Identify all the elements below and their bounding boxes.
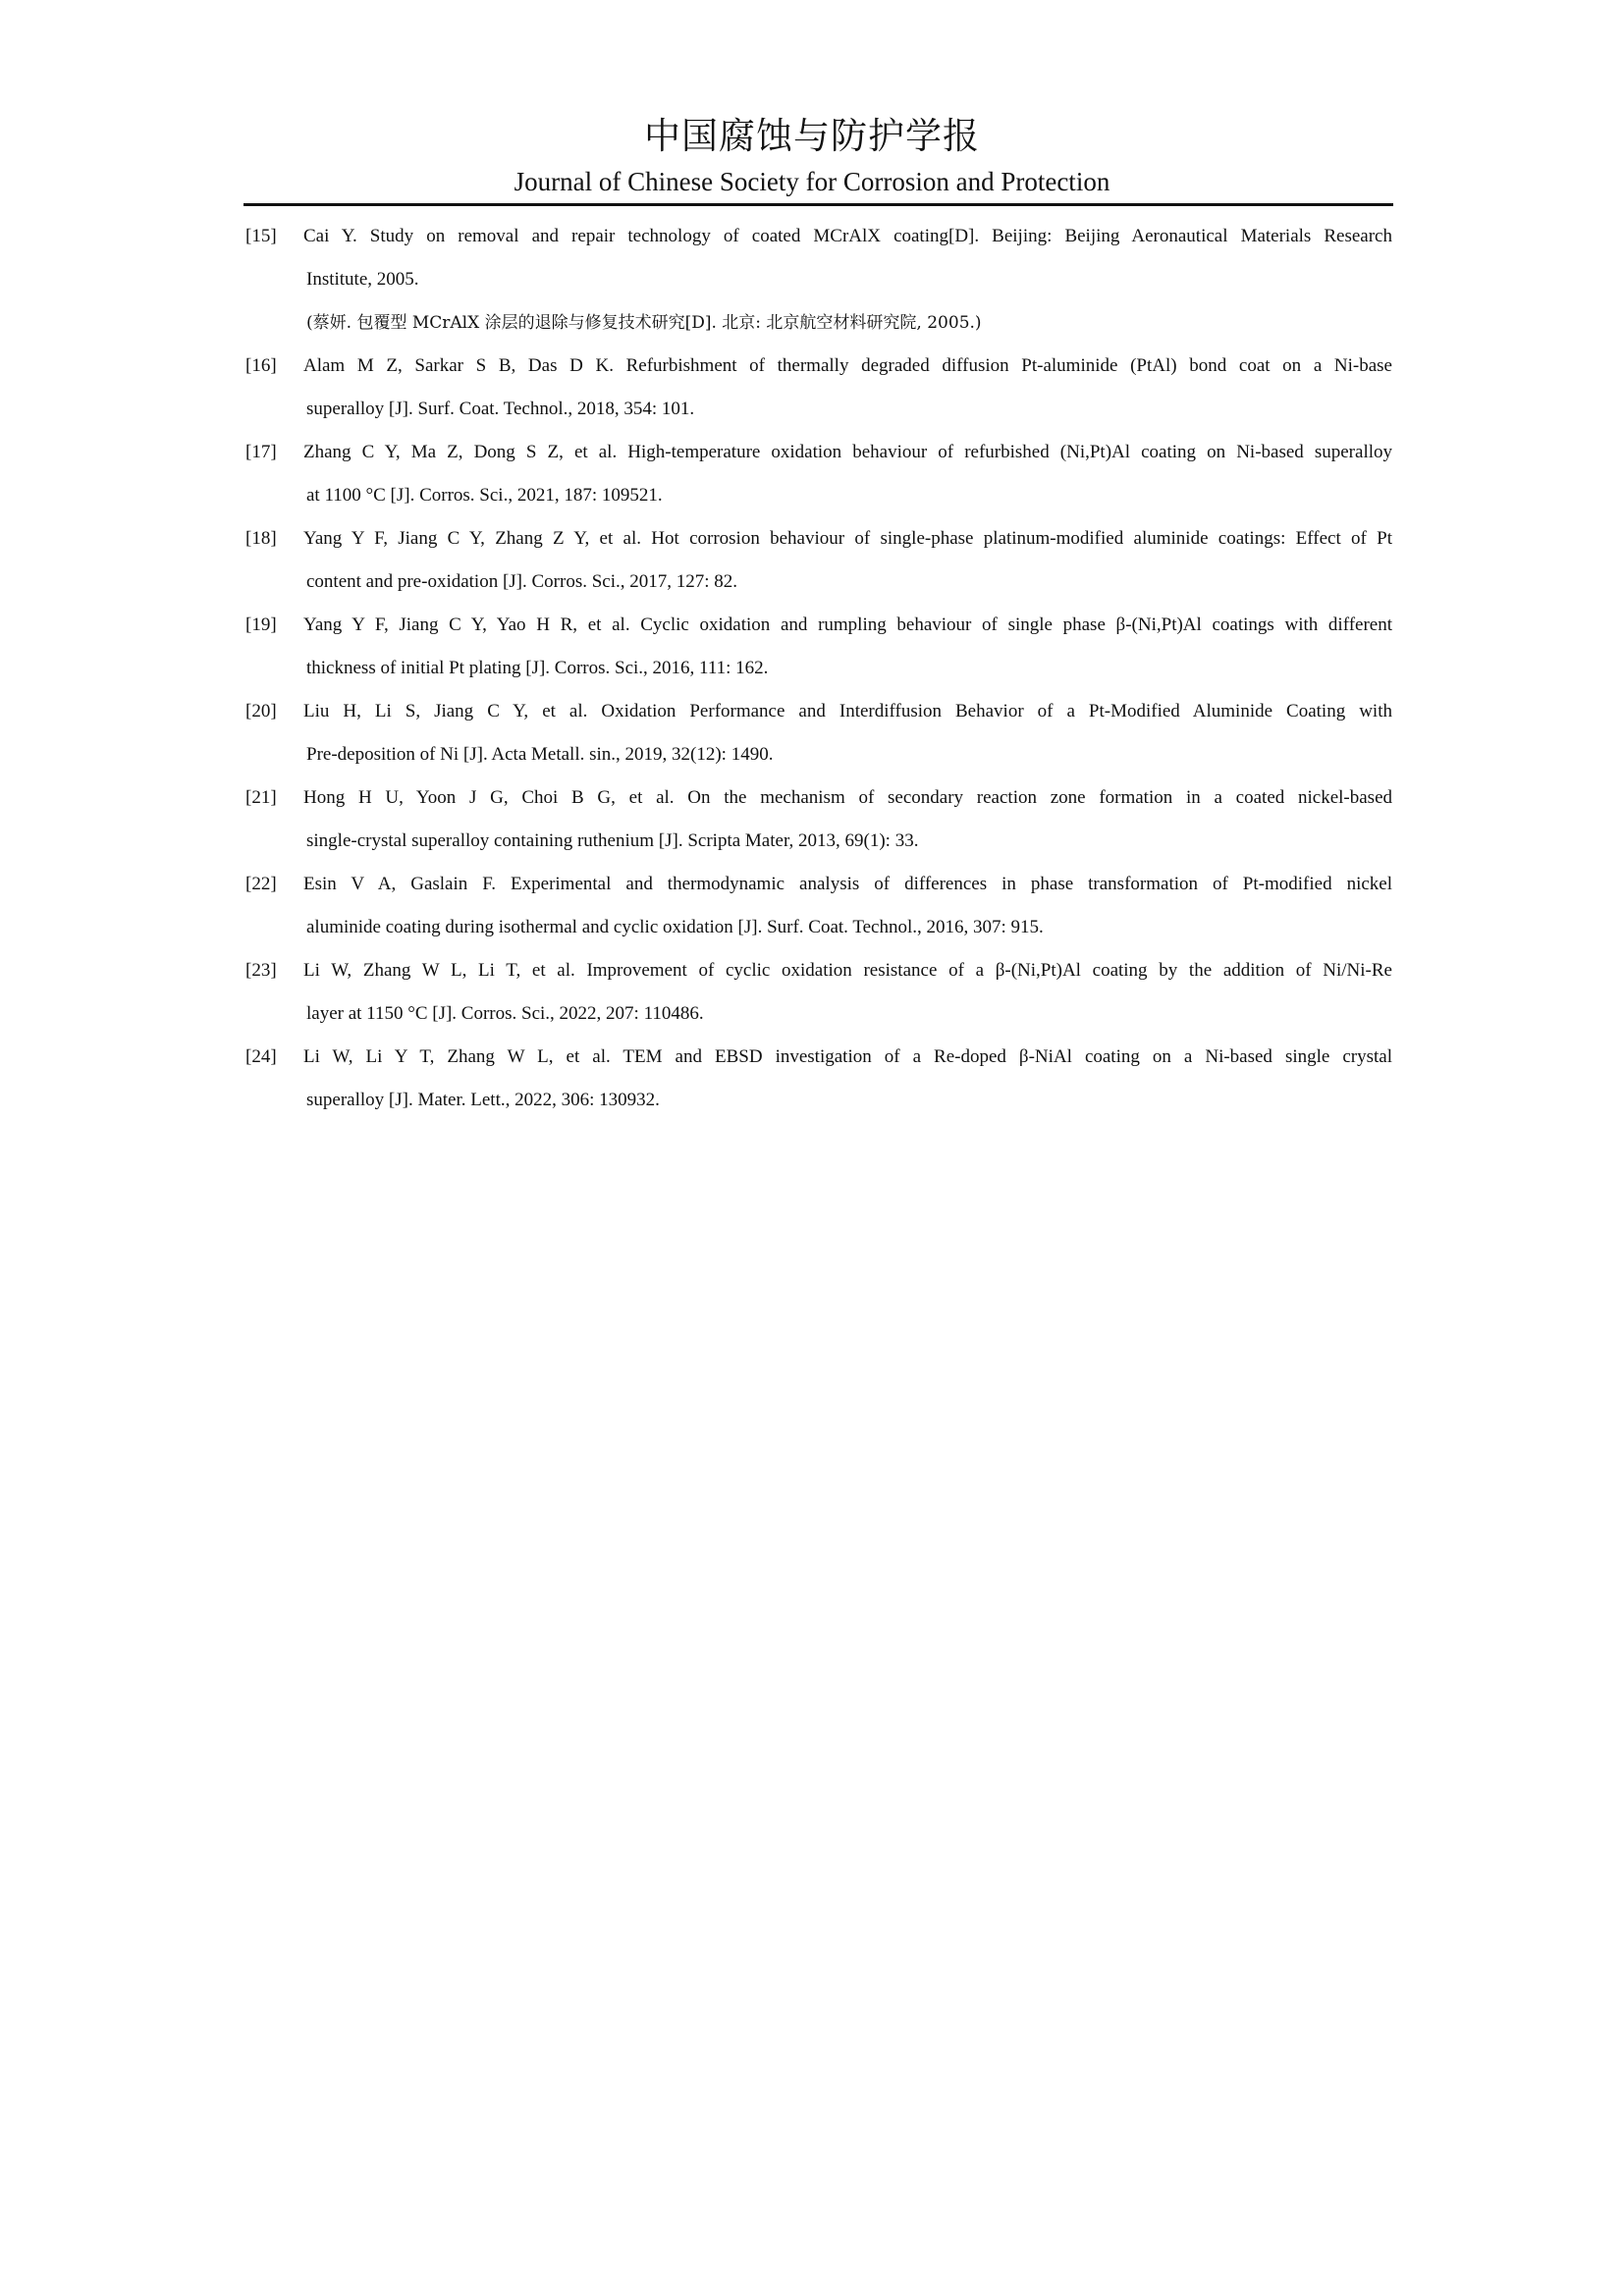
reference-list [245, 215, 1392, 1122]
reference-text [303, 1036, 1392, 1122]
reference-number: [15] [245, 226, 277, 246]
reference-line: layer at 1150 °C [J]. Corros. Sci., 2022, 207: 110486. [306, 1003, 704, 1024]
reference-text [303, 776, 1392, 863]
reference-number: [18] [245, 528, 277, 549]
reference-line: Pre-deposition of Ni [J]. Acta Metall. sin., 2019, 32(12): 1490. [306, 744, 774, 765]
reference-line: Yang Y F, Jiang C Y, Yao H R, et al. Cyclic oxidation and rumpling behaviour of single phase β-(Ni,Pt)Al coatings with different [303, 614, 1392, 635]
reference-line: Institute, 2005. [306, 269, 419, 290]
reference-number: [21] [245, 787, 277, 808]
reference-item-17 [245, 431, 1392, 517]
reference-line: superalloy [J]. Mater. Lett., 2022, 306: 130932. [306, 1090, 660, 1110]
reference-number: [23] [245, 960, 277, 981]
reference-item-16 [245, 345, 1392, 431]
reference-text [303, 517, 1392, 604]
reference-item-19 [245, 604, 1392, 690]
reference-item-24 [245, 1036, 1392, 1122]
reference-line: Hong H U, Yoon J G, Choi B G, et al. On the mechanism of secondary reaction zone formation in a coated nickel-based [303, 787, 1392, 808]
reference-number: [22] [245, 874, 277, 894]
reference-line: Li W, Zhang W L, Li T, et al. Improvement of cyclic oxidation resistance of a β-(Ni,Pt)Al coating by the addition of Ni/Ni-Re [303, 960, 1392, 981]
reference-item-15 [245, 215, 1392, 345]
reference-line: aluminide coating during isothermal and cyclic oxidation [J]. Surf. Coat. Technol., 2016, 307: 915. [306, 917, 1044, 937]
reference-line: Esin V A, Gaslain F. Experimental and thermodynamic analysis of differences in phase transformation of Pt-modified nickel [303, 874, 1392, 894]
reference-number: [24] [245, 1046, 277, 1067]
reference-text [303, 215, 1392, 345]
reference-number: [20] [245, 701, 277, 721]
reference-chinese-translation: (蔡妍. 包覆型 MCrAlX 涂层的退除与修复技术研究[D]. 北京: 北京航空材料研究院, 2005.) [306, 313, 982, 333]
reference-line: Alam M Z, Sarkar S B, Das D K. Refurbishment of thermally degraded diffusion Pt-aluminide (PtAl) bond coat on a Ni-base [303, 355, 1392, 376]
reference-text [303, 863, 1392, 949]
reference-text [303, 690, 1392, 776]
journal-title-chinese: 中国腐蚀与防护学报 [644, 115, 980, 157]
header-divider [244, 203, 1393, 206]
reference-line: Li W, Li Y T, Zhang W L, et al. TEM and EBSD investigation of a Re-doped β-NiAl coating on a Ni-based single crystal [303, 1046, 1392, 1067]
reference-item-21 [245, 776, 1392, 863]
reference-line: Yang Y F, Jiang C Y, Zhang Z Y, et al. Hot corrosion behaviour of single-phase platinum-modified aluminide coatings: Effect of Pt [303, 528, 1392, 549]
reference-text [303, 949, 1392, 1036]
journal-title-english: Journal of Chinese Society for Corrosion and Protection [514, 167, 1110, 196]
reference-item-22 [245, 863, 1392, 949]
reference-item-20 [245, 690, 1392, 776]
reference-number: [19] [245, 614, 277, 635]
reference-line: at 1100 °C [J]. Corros. Sci., 2021, 187: 109521. [306, 485, 663, 506]
reference-number: [16] [245, 355, 277, 376]
reference-line: content and pre-oxidation [J]. Corros. Sci., 2017, 127: 82. [306, 571, 738, 592]
reference-line: thickness of initial Pt plating [J]. Corros. Sci., 2016, 111: 162. [306, 658, 769, 678]
reference-text [303, 604, 1392, 690]
reference-line: Zhang C Y, Ma Z, Dong S Z, et al. High-temperature oxidation behaviour of refurbished (Ni,Pt)Al coating on Ni-based superalloy [303, 442, 1392, 462]
reference-text [303, 345, 1392, 431]
reference-line: superalloy [J]. Surf. Coat. Technol., 2018, 354: 101. [306, 399, 695, 419]
reference-line: Cai Y. Study on removal and repair technology of coated MCrAlX coating[D]. Beijing: Beijing Aeronautical Materials Research [303, 226, 1392, 246]
reference-item-23 [245, 949, 1392, 1036]
reference-line: Liu H, Li S, Jiang C Y, et al. Oxidation Performance and Interdiffusion Behavior of a Pt-Modified Aluminide Coating with [303, 701, 1392, 721]
reference-text [303, 431, 1392, 517]
reference-item-18 [245, 517, 1392, 604]
reference-line: single-crystal superalloy containing ruthenium [J]. Scripta Mater, 2013, 69(1): 33. [306, 830, 919, 851]
reference-number: [17] [245, 442, 277, 462]
